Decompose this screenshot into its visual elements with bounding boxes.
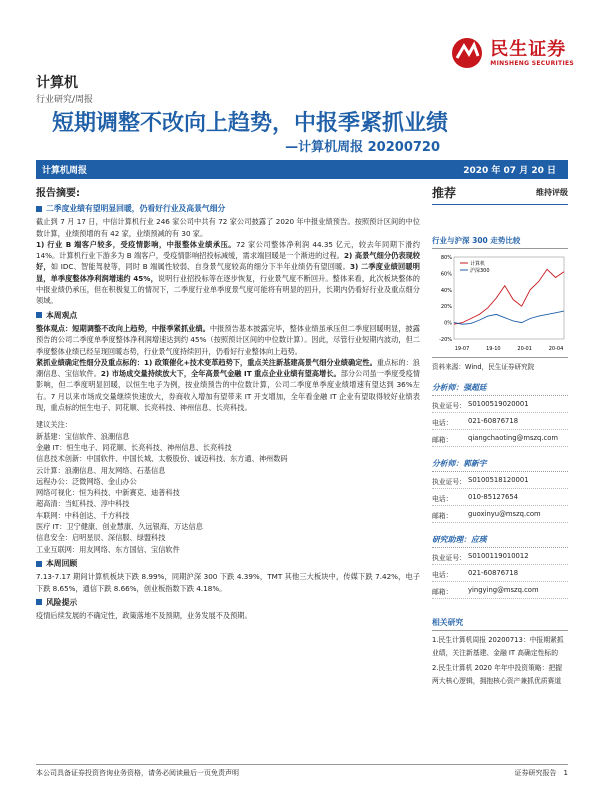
bullet-square-icon [36, 206, 42, 212]
suggest-list [36, 419, 420, 555]
y-tick-label: 0% [444, 320, 452, 327]
list-item: 金融 IT：恒生电子、同花顺、长亮科技、神州信息、长亮科技 [36, 442, 232, 452]
paragraph: 截止到 7 月 17 日，中信计算机行业 246 家公司中共有 72 家公司披露了 2020 年中报业绩预告。按照预计区间的中位数计算，业绩预增的有 42 家，业绩预减的有 30 家。 [36, 217, 420, 238]
report-subtitle: —计算机周报 20200720 [285, 140, 440, 155]
brand-name-en: MINSHENG SECURITIES [490, 59, 574, 67]
section-heading: 二季度业绩有望明显回暖，仍看好行业及高景气细分 [36, 203, 420, 214]
paragraph: 紧抓业绩确定性细分及重点标的：1) 政策催化+技术变革趋势下，重点关注新基建高景气细分业绩确定性。重点标的：浪潮信息、宝信软件。2) 市场成交量持续放大下，全年高景气金融 IT 重点企业业绩有望高增长。部分公司虽一季度受疫情影响，但二季度明显回暖，以恒生电子为例，按业绩预告的中位数计算，公司二季度单季度业绩增速有望达到 36%左右。7 月以来市场成交量继续快速放大，券商收入增加有望带来 IT 开支增加，全年看金融 IT 企业有望取得较好业绩表现，重点标的恒生电子、同花顺、长亮科技、神州信息、长亮科技。 [36, 357, 420, 413]
chart-title: 行业与沪深 300 走势比较 [432, 235, 568, 249]
industry-label: 计算机 [36, 75, 78, 91]
y-tick-label: 80% [440, 255, 452, 261]
x-tick-label: 20-01 [517, 346, 532, 352]
suggest-label: 建议关注： [36, 420, 72, 430]
x-tick-label: 19-07 [454, 346, 470, 352]
x-tick-label: 19-10 [486, 346, 501, 352]
brand-logo [450, 36, 574, 70]
footer [36, 764, 568, 778]
rating-value: 维持评级 [536, 188, 568, 197]
analyst-info-row: 执业证号： S0100518120001 [432, 476, 568, 489]
band-report-name: 计算机周报 [42, 166, 88, 176]
related-item[interactable]: 2.民生计算机 2020 年年中投资策略：把握两大核心逻辑，拥抱核心资产兼抓优质赛道 [432, 664, 563, 685]
list-item: 网络可视化：恒为科技、中新赛克、迪普科技 [36, 488, 180, 498]
analyst-info-row: 执业证号： S0100519020001 [432, 400, 568, 413]
sidebar [432, 184, 568, 687]
brand-name-cn: 民生证券 [490, 38, 567, 60]
legend-label: 沪深300 [470, 268, 490, 274]
analyst-list [432, 382, 568, 599]
analyst-info-row: 执业证号： S0100119010012 [432, 552, 568, 565]
legend-label: 计算机 [470, 261, 486, 267]
related-item[interactable]: 1.民生计算机周报 20200713：中报期紧抓业绩，关注新基建、金融 IT 高确定性标的 [432, 636, 564, 657]
paragraph: 疫情后续发展的不确定性，政策落地不及预期，业务发展不及预期。 [36, 611, 252, 621]
rating-row [432, 184, 568, 205]
list-item: 新基建：宝信软件、浪潮信息 [36, 431, 130, 441]
footer-page: 证券研究报告 1 [514, 769, 568, 777]
series-line [454, 311, 564, 324]
analyst-info-row: 电话： 021-60876718 [432, 569, 568, 582]
paragraph: 整体观点：短期调整不改向上趋势，中报季紧抓业绩。中报预告基本披露完毕，整体业绩虽承压但二季度回暖明显，披露预告的公司二季度单季度整体净利润增速达到约 45%（按照预计区间的中位数计算）。因此，尽管行业短期内波动，但二季度整体业绩已经呈现回暖态势，行业景气度持续回升，仍看好行业整体向上趋势。 [36, 323, 420, 356]
series-line [454, 269, 564, 324]
summary-label: 报告摘要: [36, 188, 80, 199]
rating-label: 推荐 [432, 186, 457, 200]
paragraph: 1) 行业 B 端客户较多，受疫情影响，中报整体业绩承压。72 家公司整体净利润 44.35 亿元，较去年同期下滑约 14%。计算机行业下游多为 B 端客户，受疫情影响招投标减缓，需求端回暖是一个渐进的过程。2) 高景气细分仍表现较好，如 IDC、智能驾驶等，同时 B 端属性较弱、自身景气度较高的细分下半年业绩仍有望回暖。3) 二季度业绩回暖明显，单季度整体净利润增速约 45%，说明行业招投标等在逐步恢复，行业景气度不断回升。整体来看，此次板块整体的中报业绩仍承压，但在积极复工的情况下，二季度行业单季度景气度可能将有明显的回升，长期内仍看好行业及重点细分领域。 [36, 239, 420, 306]
section-heading: 风险提示 [36, 597, 420, 608]
y-tick-label: 20% [440, 304, 452, 311]
analyst-info-row[interactable]: 邮箱： qiangchaoting@mszq.com [432, 434, 568, 447]
analyst-info-row[interactable]: 邮箱： yingying@mszq.com [432, 586, 568, 599]
footer-disclaimer: 本公司具备证券投资咨询业务资格，请务必阅读最后一页免责声明 [36, 769, 239, 777]
bullet-square-icon [36, 312, 42, 318]
list-item: 云计算：浪潮信息、用友网络、石基信息 [36, 465, 166, 475]
header-band [36, 160, 568, 179]
analyst-heading: 分析师：强超廷 [432, 382, 568, 396]
y-tick-label: -20% [439, 337, 452, 343]
chart-source: 资料来源：Wind，民生证券研究院 [432, 357, 568, 371]
minsheng-logo-icon [450, 36, 484, 70]
analyst-heading: 分析师：郭新宇 [432, 458, 568, 472]
trend-chart [432, 253, 568, 353]
list-item: 医疗 IT：卫宁健康、创业慧康、久远银海、万达信息 [36, 522, 203, 532]
bullet-square-icon [36, 599, 42, 605]
report-title: 短期调整不改向上趋势，中报季紧抓业绩 [52, 111, 449, 136]
section-heading: 本周回顾 [36, 558, 420, 569]
list-item: 远程办公：泛微网络、金山办公 [36, 476, 137, 486]
paragraph: 7.13-7.17 期间计算机板块下跌 8.99%，同期沪深 300 下跌 4.39%，TMT 其他三大板块中，传媒下跌 7.42%，电子下跌 8.65%，通信下跌 8.66%，创业板指数下跌 4.18%。 [36, 572, 420, 593]
list-item: 信息安全：启明星辰、深信服、绿盟科技 [36, 533, 166, 543]
list-item: 超高清：当虹科技、淳中科技 [36, 499, 130, 509]
trend-chart-svg [432, 253, 568, 353]
list-item: 车联网：中科创达、千方科技 [36, 510, 130, 520]
analyst-heading: 研究助理：应瑛 [432, 534, 568, 548]
analyst-info-row: 电话： 010-85127654 [432, 493, 568, 506]
band-date: 2020 年 07 月 20 日 [463, 166, 556, 176]
list-item: 工业互联网：用友网络、东方国信、宝信软件 [36, 544, 180, 554]
bullet-square-icon [36, 561, 42, 567]
list-item: 信息技术创新：中国软件、中国长城、太极股份、诚迈科技、东方通、神州数码 [36, 454, 288, 464]
chart-legend [460, 260, 490, 274]
y-tick-label: 40% [440, 287, 452, 294]
report-type: 行业研究/周报 [36, 95, 94, 105]
analyst-info-row: 电话： 021-60876718 [432, 417, 568, 430]
main-content [36, 200, 420, 621]
y-tick-label: 60% [440, 271, 452, 278]
analyst-info-row[interactable]: 邮箱： guoxinyu@mszq.com [432, 510, 568, 523]
related-heading: 相关研究 [432, 617, 568, 631]
section-heading: 本周观点 [36, 310, 420, 321]
x-tick-label: 20-04 [548, 346, 564, 352]
